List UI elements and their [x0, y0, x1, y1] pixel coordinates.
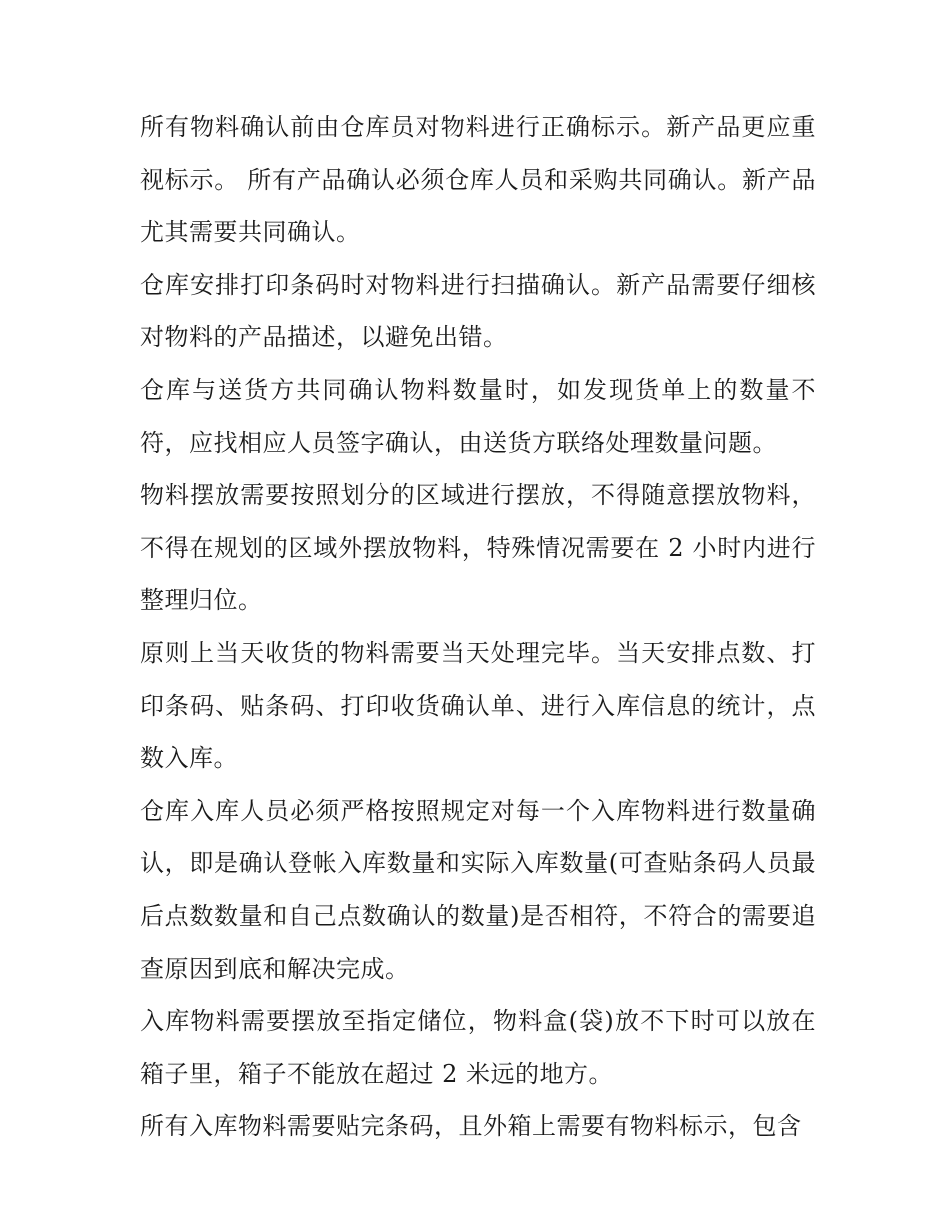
paragraph-6: 仓库入库人员必须严格按照规定对每一个入库物料进行数量确认，即是确认登帐入库数量和实际入库数量(可查贴条码人员最后点数数量和自己点数确认的数量)是否相符，不符合的需要追查原因到底和解决完成。 [140, 796, 816, 983]
paragraph-5: 原则上当天收货的物料需要当天处理完毕。当天安排点数、打印条码、贴条码、打印收货确认单、进行入库信息的统计，点数入库。 [140, 638, 816, 773]
paragraph-4: 物料摆放需要按照划分的区域进行摆放，不得随意摆放物料，不得在规划的区域外摆放物料，特殊情况需要在 2 小时内进行整理归位。 [140, 481, 816, 615]
paragraph-1: 所有物料确认前由仓库员对物料进行正确标示。新产品更应重视标示。 所有产品确认必须仓库人员和采购共同确认。新产品尤其需要共同确认。 [140, 113, 816, 247]
paragraph-7: 入库物料需要摆放至指定储位，物料盒(袋)放不下时可以放在箱子里，箱子不能放在超过 2 米远的地方。 [140, 1007, 816, 1088]
paragraph-3: 仓库与送货方共同确认物料数量时，如发现货单上的数量不符，应找相应人员签字确认，由送货方联络处理数量问题。 [140, 375, 816, 457]
paragraph-2: 仓库安排打印条码时对物料进行扫描确认。新产品需要仔细核对物料的产品描述，以避免出错。 [140, 270, 816, 352]
document-body [140, 101, 816, 1153]
paragraph-8: 所有入库物料需要贴完条码，且外箱上需要有物料标示，包含 [140, 1112, 802, 1141]
